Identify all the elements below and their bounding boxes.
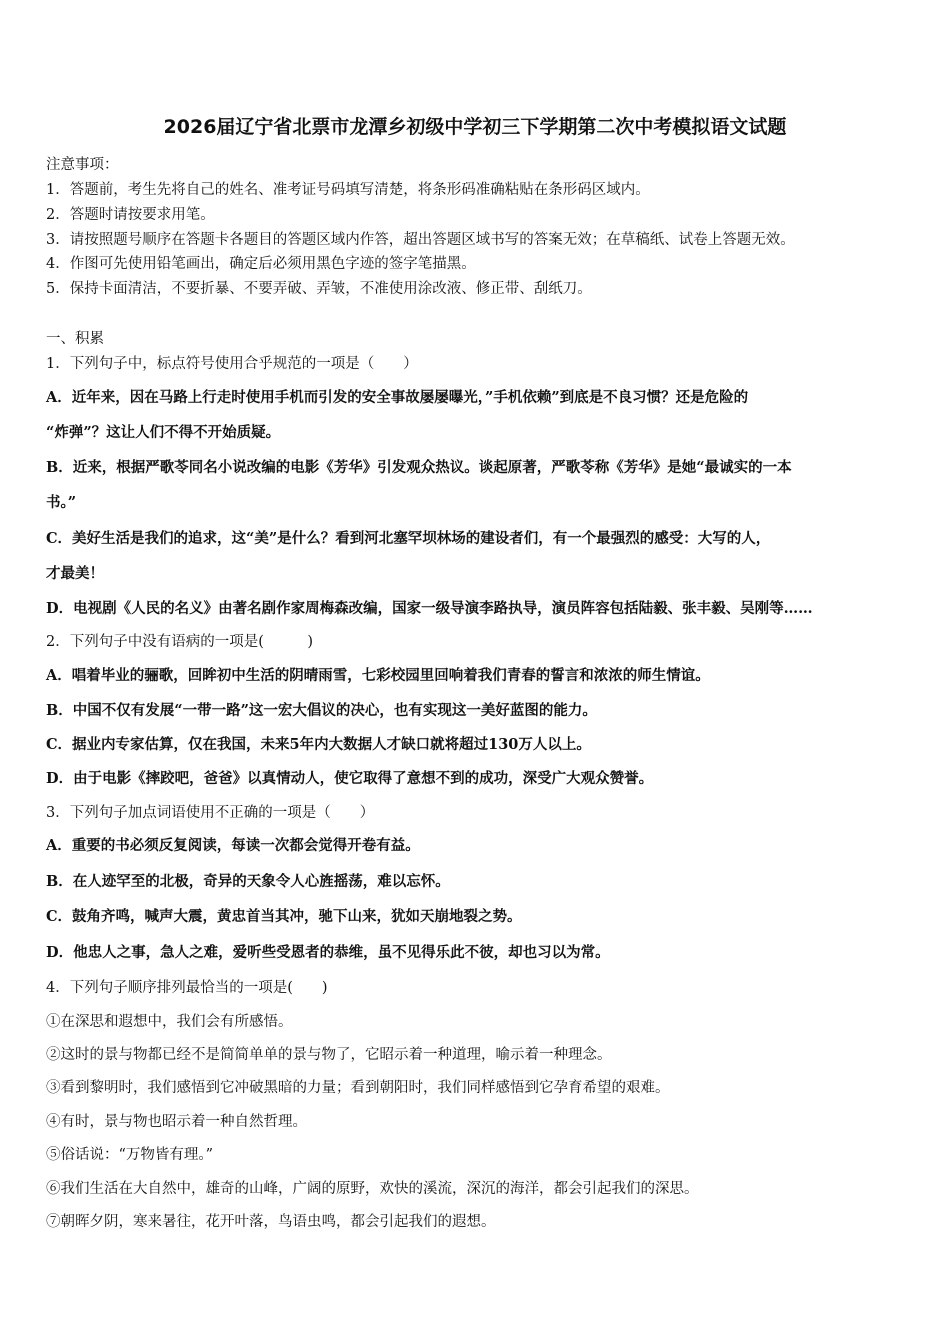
q1-option-c-cont: 才最美！ bbox=[46, 565, 104, 582]
page-title: 2026届辽宁省北票市龙潭乡初级中学初三下学期第二次中考模拟语文试题 bbox=[163, 116, 787, 138]
notice-item: 5．保持卡面清洁，不要折暴、不要弄破、弄皱，不准使用涂改液、修正带、刮纸刀。 bbox=[46, 281, 592, 297]
q3-option-a: A．重要的书必须反复阅读，每读一次都会觉得开卷有益。 bbox=[46, 837, 420, 854]
notice-item: 2．答题时请按要求用笔。 bbox=[46, 207, 215, 223]
q1-option-a: A．近年来，因在马路上行走时使用手机而引发的安全事故屡屡曝光，”手机依赖”到底是不良习惯？还是危险的 bbox=[46, 389, 749, 406]
notice-item: 4．作图可先使用铅笔画出，确定后必须用黑色字迹的签字笔描黑。 bbox=[46, 256, 476, 272]
q4-sentence: ⑥我们生活在大自然中，雄奇的山峰，广阔的原野，欢快的溪流，深沉的海洋，都会引起我们的深思。 bbox=[46, 1181, 699, 1197]
q1-option-a-cont: “炸弹”？这让人们不得不开始质疑。 bbox=[46, 424, 281, 441]
q4-sentence: ⑤俗话说：“万物皆有理。” bbox=[46, 1147, 214, 1163]
notice-heading: 注意事项： bbox=[46, 157, 119, 173]
q2-stem: 2．下列句子中没有语病的一项是( ) bbox=[46, 634, 314, 650]
q4-sentence: ③看到黎明时，我们感悟到它冲破黑暗的力量；看到朝阳时，我们同样感悟到它孕育希望的艰难。 bbox=[46, 1080, 670, 1096]
q2-option-c: C．据业内专家估算，仅在我国，未来5年内大数据人才缺口就将超过130万人以上。 bbox=[46, 736, 591, 753]
q3-option-d: D．他忠人之事，急人之难，爱听些受恩者的恭维，虽不见得乐此不彼，却也习以为常。 bbox=[46, 944, 610, 961]
q1-option-c: C．美好生活是我们的追求，这“美”是什么？看到河北塞罕坝林场的建设者们，有一个最强烈的感受：大写的人， bbox=[46, 530, 771, 547]
q4-stem: 4．下列句子顺序排列最恰当的一项是( ) bbox=[46, 980, 328, 996]
q1-stem: 1．下列句子中，标点符号使用合乎规范的一项是（ ） bbox=[46, 356, 418, 372]
q4-sentence: ①在深思和遐想中，我们会有所感悟。 bbox=[46, 1014, 293, 1030]
section-heading: 一、积累 bbox=[46, 331, 104, 347]
notice-item: 1．答题前，考生先将自己的姓名、准考证号码填写清楚，将条形码准确粘贴在条形码区域内。 bbox=[46, 182, 650, 198]
q1-option-b-cont: 书。” bbox=[46, 494, 77, 511]
q4-sentence: ②这时的景与物都已经不是简简单单的景与物了，它昭示着一种道理，喻示着一种理念。 bbox=[46, 1047, 612, 1063]
q3-option-b: B．在人迹罕至的北极，奇异的天象令人心旌摇荡，难以忘怀。 bbox=[46, 873, 450, 890]
q2-option-d: D．由于电影《摔跤吧，爸爸》以真情动人，使它取得了意想不到的成功，深受广大观众赞誉。 bbox=[46, 770, 654, 787]
notice-item: 3．请按照题号顺序在答题卡各题目的答题区域内作答，超出答题区域书写的答案无效；在草稿纸、试卷上答题无效。 bbox=[46, 232, 795, 248]
q2-option-a: A．唱着毕业的骊歌，回眸初中生活的阴晴雨雪，七彩校园里回响着我们青春的誓言和浓浓的师生情谊。 bbox=[46, 667, 710, 684]
q2-option-b: B．中国不仅有发展“一带一路”这一宏大倡议的决心，也有实现这一美好蓝图的能力。 bbox=[46, 702, 597, 719]
q3-stem: 3．下列句子加点词语使用不正确的一项是（ ） bbox=[46, 805, 375, 821]
q3-option-c: C．鼓角齐鸣，喊声大震，黄忠首当其冲，驰下山来，犹如天崩地裂之势。 bbox=[46, 908, 522, 925]
q1-option-b: B．近来，根据严歌苓同名小说改编的电影《芳华》引发观众热议。谈起原著，严歌苓称《芳华》是她“最诚实的一本 bbox=[46, 459, 792, 476]
q4-sentence: ④有时，景与物也昭示着一种自然哲理。 bbox=[46, 1114, 307, 1130]
q4-sentence: ⑦朝晖夕阴，寒来暑往，花开叶落，鸟语虫鸣，都会引起我们的遐想。 bbox=[46, 1214, 496, 1230]
q1-option-d: D．电视剧《人民的名义》由著名剧作家周梅森改编，国家一级导演李路执导，演员阵容包括陆毅、张丰毅、吴刚等…… bbox=[46, 600, 813, 617]
